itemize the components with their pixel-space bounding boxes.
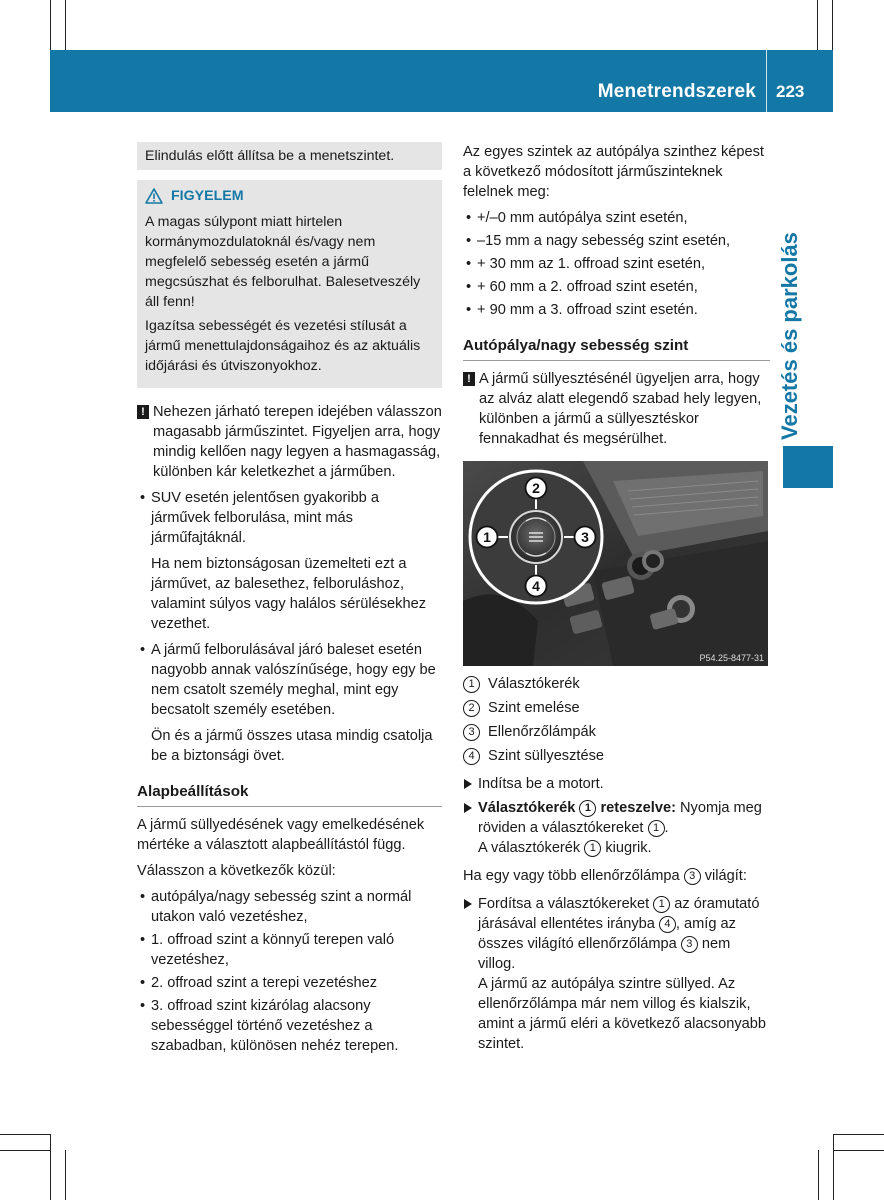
instruction-step: Indítsa be a motort. <box>463 774 770 794</box>
exclamation-icon: ! <box>463 372 475 386</box>
crop-mark <box>818 1150 819 1200</box>
warning-title <box>145 186 434 206</box>
number-badge: 3 <box>684 868 701 885</box>
step-text: . <box>664 820 669 836</box>
legend-item <box>463 698 770 718</box>
number-badge: 1 <box>584 840 601 857</box>
left-column <box>137 142 442 1059</box>
list-item-text: • SUV esetén jelentősen gyakoribb a járművek felborulása, mint más járműfajtáknál. <box>151 490 379 546</box>
console-illustration <box>463 461 768 666</box>
section-heading: Autópálya/nagy sebesség szint <box>463 336 770 361</box>
warning-triangle-icon <box>145 188 163 204</box>
step-bold-text: reteszelve: <box>600 800 676 816</box>
caution-note-text: A jármű süllyesztésénél ügyeljen arra, hogy az alváz alatt elegendő szabad hely legyen, különben a jármű a süllyesztéskor fennakadhat és megsérülhet. <box>479 371 762 447</box>
number-badge: 2 <box>463 700 480 717</box>
list-item: • 1. offroad szint a könnyű terepen való vezetéshez, <box>137 930 442 970</box>
list-item <box>137 640 442 766</box>
callout-4: 4 <box>532 578 540 594</box>
number-badge: 4 <box>463 748 480 765</box>
legend-text: Szint emelése <box>488 700 580 716</box>
paragraph: Az egyes szintek az autópálya szinthez képest a következő módosított járműszinteknek felelnek meg: <box>463 144 764 200</box>
callout-1: 1 <box>483 529 491 545</box>
figure-legend <box>463 674 770 766</box>
crop-mark <box>0 1134 50 1135</box>
step-text: , amíg az összes világító ellenőrzőlámpa <box>478 916 736 952</box>
condition-text-part: világít: <box>700 868 747 884</box>
list-item: • –15 mm a nagy sebesség szint esetén, <box>463 231 770 251</box>
step-text: Fordítsa a választókereket <box>478 896 654 912</box>
list-item: • autópálya/nagy sebesség szint a normál utakon való vezetéshez, <box>137 887 442 927</box>
number-badge: 1 <box>579 800 596 817</box>
warning-paragraph: Igazítsa sebességét és vezetési stílusát a jármű menettulajdonságaihoz és az aktuális időjárási és útviszonyokhoz. <box>145 318 421 374</box>
list-item-text: Ha nem biztonságosan üzemelteti ezt a járművet, az balesethez, felboruláshoz, valamint súlyos vagy halálos sérülésekhez vezethet. <box>151 556 426 632</box>
crop-mark <box>833 1134 884 1135</box>
list-item: • 2. offroad szint a terepi vezetéshez <box>137 973 442 993</box>
callout-3: 3 <box>581 529 589 545</box>
crop-mark <box>817 0 818 50</box>
crop-mark <box>0 1150 50 1151</box>
legend-text: Választókerék <box>488 676 580 692</box>
number-badge: 3 <box>463 724 480 741</box>
paragraph: A jármű süllyedésének vagy emelkedésének mértéke a választott alapbeállítástól függ. <box>137 817 425 853</box>
number-badge: 1 <box>463 676 480 693</box>
legend-text: Ellenőrzőlámpák <box>488 724 596 740</box>
crop-mark <box>50 1134 51 1200</box>
number-badge: 1 <box>648 820 665 837</box>
legend-item <box>463 746 770 766</box>
options-list <box>137 887 442 1056</box>
safety-bullet-list <box>137 488 442 766</box>
center-console-photo <box>463 461 768 666</box>
instruction-step <box>463 894 770 1054</box>
caution-note-text: Nehezen járható terepen idejében válasszon magasabb járműszintet. Figyeljen arra, hogy mindig kellően nagy legyen a hasmagasság, különben kár keletkezhet a járműben. <box>153 404 442 480</box>
list-item: • +/–0 mm autópálya szint esetén, <box>463 208 770 228</box>
side-chapter-label: Vezetés és parkolás <box>777 232 802 440</box>
condition-text-part: Ha egy vagy több ellenőrzőlámpa <box>463 868 684 884</box>
legend-item <box>463 722 770 742</box>
paragraph: Válasszon a következők közül: <box>137 863 336 879</box>
legend-text: Szint süllyesztése <box>488 748 604 764</box>
figure-reference: P54.25-8477-31 <box>699 653 764 663</box>
step-bold-text: Választókerék <box>478 800 576 816</box>
caution-note <box>137 402 442 482</box>
list-item: • + 60 mm a 2. offroad szint esetén, <box>463 277 770 297</box>
section-heading: Alapbeállítások <box>137 782 442 807</box>
side-tab <box>783 446 833 488</box>
number-badge: 4 <box>659 916 676 933</box>
page-number: 223 <box>776 82 805 101</box>
condition-text <box>463 866 770 886</box>
warning-title-text: FIGYELEM <box>171 188 244 204</box>
step-text: nem villog. <box>478 936 731 972</box>
callout-2: 2 <box>532 480 540 496</box>
crop-mark <box>65 0 66 50</box>
right-column <box>463 142 770 1058</box>
warning-paragraph: A magas súlypont miatt hirtelen kormánymozdulatoknál és/vagy nem megfelelő sebesség esetén a jármű megcsúszhat és felborulhat. Balesetveszély áll fenn! <box>145 214 421 310</box>
number-badge: 1 <box>653 896 670 913</box>
crop-mark <box>65 1150 66 1200</box>
header-divider <box>766 50 767 112</box>
legend-item <box>463 674 770 694</box>
list-item: • 3. offroad szint kizárólag alacsony sebességgel történő vezetéshez a szabadban, különösen nehéz terepen. <box>137 996 442 1056</box>
list-item: • + 90 mm a 3. offroad szint esetén. <box>463 300 770 320</box>
exclamation-icon: ! <box>137 405 149 419</box>
list-item: • + 30 mm az 1. offroad szint esetén, <box>463 254 770 274</box>
step-text: az óramutató járásával ellentétes irányba <box>478 896 760 932</box>
caution-note <box>463 369 770 449</box>
section-title: Menetrendszerek <box>597 81 756 102</box>
crop-mark <box>833 1134 834 1200</box>
step-text: Nyomja meg röviden a választókereket <box>478 800 762 836</box>
list-item-text: Ön és a jármű összes utasa mindig csatolja be a biztonsági övet. <box>151 728 433 764</box>
list-item-text: • A jármű felborulásával járó baleset esetén nagyobb annak valószínűsége, hogy egy be nem csatolt személy meghal, mint egy becsatolt személy esetében. <box>151 642 436 718</box>
intro-box: Elindulás előtt állítsa be a menetszintet. <box>137 142 442 170</box>
step-text: kiugrik. <box>601 840 652 856</box>
levels-list <box>463 208 770 320</box>
crop-mark <box>833 1150 884 1151</box>
crop-mark <box>832 0 833 50</box>
list-item <box>137 488 442 634</box>
step-text: A jármű az autópálya szintre süllyed. Az ellenőrzőlámpa már nem villog és kialszik, amint a jármű eléri a következő alacsonyabb szintet. <box>478 976 766 1052</box>
crop-mark <box>50 0 51 50</box>
warning-box <box>137 180 442 388</box>
step-text: A választókerék <box>478 840 585 856</box>
instruction-step <box>463 798 770 858</box>
number-badge: 3 <box>681 936 698 953</box>
